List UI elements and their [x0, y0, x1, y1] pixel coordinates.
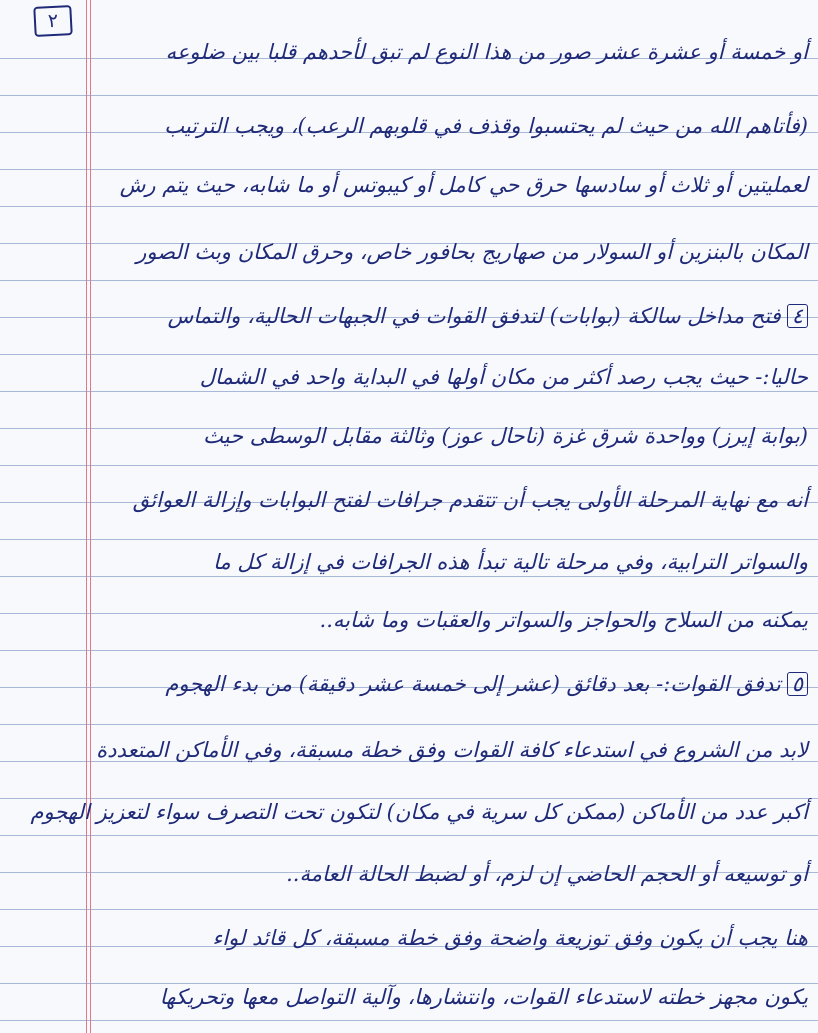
text-line: هنا يجب أن يكون وفق توزيعة واضحة وفق خطة مسبقة، كل قائد لواء: [212, 926, 808, 950]
text-line: [12, 304, 808, 328]
page-number: ٢: [33, 5, 73, 37]
text-line: يكون مجهز خطته لاستدعاء القوات، وانتشارها، وآلية التواصل معها وتحريكها: [159, 985, 808, 1009]
text-line-content: تدفق القوات:- بعد دقائق (عشر إلى خمسة عشر دقيقة) من بدء الهجوم: [165, 672, 781, 696]
text-line: المكان بالبنزين أو السولار من صهاريج بحافور خاص، وحرق المكان وبث الصور: [136, 240, 808, 264]
text-line: (بوابة إيرز) وواحدة شرق غزة (ناحال عوز) وثالثة مقابل الوسطى حيث: [203, 424, 808, 448]
text-line: أو خمسة أو عشرة عشر صور من هذا النوع لم تبق لأحدهم قلبا بين ضلوعه: [165, 40, 808, 64]
item-number-box: ٤: [787, 304, 808, 328]
text-line: أكبر عدد من الأماكن (ممكن كل سرية في مكان) لتكون تحت التصرف سواء لتعزيز الهجوم: [30, 800, 808, 824]
text-line: أنه مع نهاية المرحلة الأولى يجب أن تتقدم جرافات لفتح البوابات وإزالة العوائق: [132, 488, 808, 512]
text-line: لعمليتين أو ثلاث أو سادسها حرق حي كامل أو كيبوتس أو ما شابه، حيث يتم رش: [119, 173, 808, 197]
text-line: أو توسيعه أو الحجم الحاضي إن لزم، أو لضبط الحالة العامة..: [286, 862, 808, 886]
text-line: والسواتر الترابية، وفي مرحلة تالية تبدأ هذه الجرافات في إزالة كل ما: [213, 550, 808, 574]
text-line: (فأتاهم الله من حيث لم يحتسبوا وقذف في قلوبهم الرعب)، ويجب الترتيب: [164, 114, 808, 138]
text-line: حاليا:- حيث يجب رصد أكثر من مكان أولها في البداية واحد في الشمال: [199, 365, 808, 389]
item-number-box: ٥: [787, 672, 808, 696]
text-line: لابد من الشروع في استدعاء كافة القوات وفق خطة مسبقة، وفي الأماكن المتعددة: [96, 738, 808, 762]
text-line: يمكنه من السلاح والحواجز والسواتر والعقبات وما شابه..: [319, 608, 808, 632]
text-line-content: فتح مداخل سالكة (بوابات) لتدفق القوات في الجبهات الحالية، والتماس: [167, 304, 781, 328]
text-line: [12, 672, 808, 696]
